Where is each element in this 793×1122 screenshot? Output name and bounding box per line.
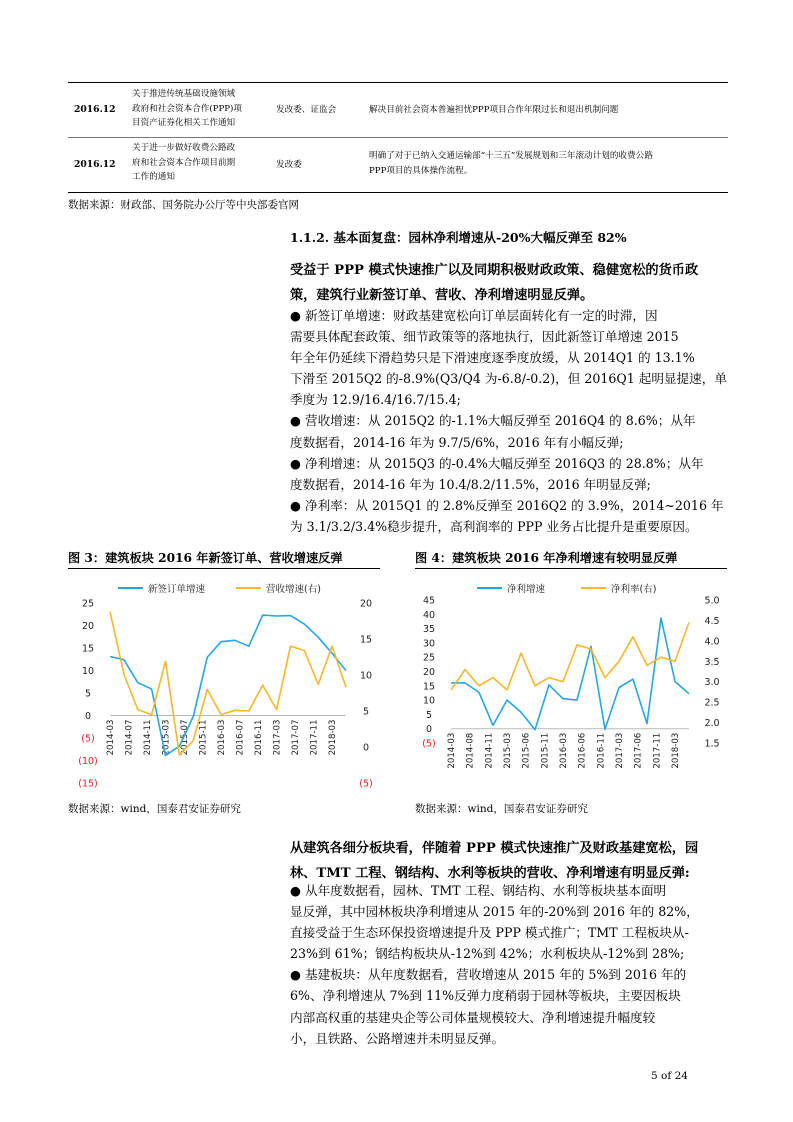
x-axis-ticks xyxy=(447,733,681,769)
table-cell-content: 解决目前社会资本普遍担忧PPP项目合作年限过长和退出机制问题 xyxy=(369,105,619,115)
paragraph-line: 直接受益于生态环保投资增速提升及 PPP 模式推广；TMT 工程板块从- xyxy=(290,925,689,941)
y-right-tick-label: 20 xyxy=(359,598,373,610)
x-axis-ticks xyxy=(106,720,338,756)
x-tick-label: 2015-03 xyxy=(503,732,513,769)
y-left-tick-label: 30 xyxy=(422,638,436,650)
y-left-tick-label: 15 xyxy=(81,643,95,655)
y-left-tick-label: 25 xyxy=(81,598,95,610)
y-right-tick-label: 4.0 xyxy=(704,636,720,648)
x-tick-label: 2016-03 xyxy=(559,732,569,769)
paragraph-line: ● 营收增速：从 2015Q2 的-1.1%大幅反弹至 2016Q4 的 8.6%；从年 xyxy=(290,413,696,429)
y-right-tick-label: 0 xyxy=(362,742,370,754)
x-tick-label: 2015-06 xyxy=(521,732,532,769)
x-tick-label: 2017-03 xyxy=(615,732,625,769)
y-right-tick-label: 1.5 xyxy=(704,738,720,750)
x-tick-label: 2014-11 xyxy=(143,719,154,756)
x-tick-label: 2014-03 xyxy=(106,719,116,756)
x-tick-label: 2016-07 xyxy=(235,719,246,756)
y-left-tick-label: 35 xyxy=(422,624,436,636)
y-axis-left-ticks xyxy=(422,596,435,750)
chart-fig4 xyxy=(415,572,733,796)
x-tick-label: 2015-03 xyxy=(161,719,172,756)
y-left-tick-label: 5 xyxy=(84,688,92,700)
paragraph-line: 年全年仍延续下滑趋势只是下滑速度逐季度放缓，从 2014Q1 的 13.1% xyxy=(290,350,695,366)
y-right-tick-label: 5.0 xyxy=(704,595,720,607)
table-row-divider xyxy=(68,137,728,138)
legend-label-margin: 净利率(右) xyxy=(611,584,657,595)
x-tick-label: 2017-07 xyxy=(291,719,302,756)
paragraph-line: ● 新签订单增速：财政基建宽松向订单层面转化有一定的时滞，因 xyxy=(290,308,658,323)
series-lines xyxy=(451,618,689,730)
lower-bullets xyxy=(290,880,699,1049)
x-tick-label: 2016-06 xyxy=(577,732,588,769)
y-left-tick-label: (5) xyxy=(422,738,436,750)
x-tick-label: 2017-03 xyxy=(272,719,283,756)
x-tick-label: 2017-06 xyxy=(633,732,644,769)
y-right-tick-label: 3.5 xyxy=(704,656,720,668)
figure-4-title: 图 4：建筑板块 2016 年净利增速有较明显反弹 xyxy=(415,551,678,565)
y-right-tick-label: 4.5 xyxy=(704,615,720,627)
table-source-note: 数据来源：财政部、国务院办公厅等中央部委官网 xyxy=(68,199,299,211)
table-top-border xyxy=(68,82,728,83)
y-left-tick-label: (5) xyxy=(81,733,95,745)
figure-3-source: 数据来源：wind，国泰君安证券研究 xyxy=(68,803,241,815)
y-left-tick-label: 25 xyxy=(422,652,436,664)
y-left-tick-label: 5 xyxy=(425,709,433,721)
chart-fig3 xyxy=(68,572,386,796)
paragraph-line: ● 净利增速：从 2015Q3 的-0.4%大幅反弹至 2016Q3 的 28.8%；从年 xyxy=(290,455,704,471)
x-tick-label: 2017-11 xyxy=(309,719,320,756)
paragraph-line: 为 3.1/3.2/3.4%稳步提升，高利润率的 PPP 业务占比提升是重要原因。 xyxy=(290,518,698,534)
x-tick-label: 2016-11 xyxy=(596,732,607,769)
y-left-tick-label: 10 xyxy=(422,695,436,707)
x-tick-label: 2014-07 xyxy=(124,719,135,756)
page-number: 5 of 24 xyxy=(651,1070,688,1082)
y-right-tick-label: 15 xyxy=(359,634,373,646)
y-axis-left-ticks xyxy=(78,599,98,790)
y-right-tick-label: 5 xyxy=(362,706,370,718)
table-cell-date: 2016.12 xyxy=(74,159,116,170)
paragraph-line: 季度为 12.9/16.4/16.7/15.4; xyxy=(290,392,461,408)
x-tick-label: 2014-03 xyxy=(447,732,457,769)
y-axis-right-ticks xyxy=(704,596,719,750)
x-tick-label: 2015-11 xyxy=(540,732,551,769)
figure-3-rule xyxy=(68,568,380,569)
section-heading: 1.1.2. 基本面复盘：园林净利增速从-20%大幅反弹至 82% xyxy=(290,230,627,245)
x-tick-label: 2016-11 xyxy=(254,719,265,756)
table-cell-issuer: 发改委 xyxy=(276,160,302,170)
y-left-tick-label: 0 xyxy=(84,711,92,722)
paragraph-line: 小，且铁路、公路增速并未明显反弹。 xyxy=(290,1030,505,1046)
x-tick-label: 2015-07 xyxy=(180,719,191,756)
y-right-tick-label: 3.0 xyxy=(704,677,720,689)
y-left-tick-label: 10 xyxy=(81,666,95,677)
paragraph-line: ● 净利率：从 2015Q1 的 2.8%反弹至 2016Q2 的 3.9%，2014~2016 年 xyxy=(290,497,724,513)
y-left-tick-label: 0 xyxy=(425,724,433,736)
y-left-tick-label: 40 xyxy=(422,609,436,621)
x-tick-label: 2016-03 xyxy=(217,719,228,756)
x-tick-label: 2018-03 xyxy=(671,732,681,769)
figure-4-source: 数据来源：wind，国泰君安证券研究 xyxy=(415,803,588,815)
y-right-tick-label: (5) xyxy=(359,778,373,790)
y-left-tick-label: 20 xyxy=(81,621,95,632)
paragraph-line: 度数据看，2014-16 年为 9.7/5/6%，2016 年有小幅反弹; xyxy=(290,434,624,450)
table-cell-date: 2016.12 xyxy=(74,104,116,115)
y-left-tick-label: 15 xyxy=(422,681,436,693)
y-left-tick-label: 20 xyxy=(422,667,436,678)
table-cell-title: 关于进一步做好收费公路政 府和社会资本合作项目前期 工作的通知 xyxy=(132,143,236,182)
figure-4-rule xyxy=(415,568,727,569)
lower-lead: 从建筑各细分板块看，伴随着 PPP 模式快速推广及财政基建宽松，园 林、TMT 工程、钢结构、水利等板块的营收、净利增速有明显反弹: xyxy=(290,841,699,881)
x-tick-label: 2014-08 xyxy=(465,732,476,769)
table-cell-content: 明确了对于已纳入交通运输部“十三五”发展规划和三年滚动计划的收费公路 PPP项目的具体操作流程。 xyxy=(369,151,653,176)
x-tick-label: 2017-11 xyxy=(652,732,663,769)
x-tick-label: 2018-03 xyxy=(328,719,339,756)
table-bottom-border xyxy=(68,192,728,193)
legend-label-revenue: 营收增速(右) xyxy=(266,584,321,595)
paragraph-line: 需要具体配套政策、细节政策等的落地执行，因此新签订单增速 2015 xyxy=(290,329,679,345)
figure-3-title: 图 3：建筑板块 2016 年新签订单、营收增速反弹 xyxy=(68,551,343,565)
paragraph-line: ● 基建板块：从年度数据看，营收增速从 2015 年的 5%到 2016 年的 xyxy=(290,967,687,983)
y-right-tick-label: 10 xyxy=(359,670,373,682)
paragraph-line: 显反弹，其中园林板块净利增速从 2015 年的-20%到 2016 年的 82%， xyxy=(290,904,699,920)
y-right-tick-label: 2.5 xyxy=(704,697,720,709)
x-tick-label: 2014-11 xyxy=(484,732,495,769)
paragraph-line: ● 从年度数据看，园林、TMT 工程、钢结构、水利等板块基本面明 xyxy=(290,883,667,898)
x-tick-label: 2015-11 xyxy=(198,719,209,756)
table-cell-issuer: 发改委、证监会 xyxy=(276,105,337,115)
section-lead: 受益于 PPP 模式快速推广以及同期积极财政政策、稳健宽松的货币政 策，建筑行业新签订单、营收、净利增速明显反弹。 xyxy=(290,263,699,303)
section-bullets xyxy=(290,305,727,537)
y-right-tick-label: 2.0 xyxy=(704,718,720,730)
paragraph-line: 度数据看，2014-16 年为 10.4/8.2/11.5%，2016 年明显反弹; xyxy=(290,476,651,492)
y-left-tick-label: 45 xyxy=(422,595,436,607)
table-cell-title: 关于推进传统基础设施领域 政府和社会资本合作(PPP)项 目资产证券化相关工作通知 xyxy=(132,89,242,128)
y-left-tick-label: (10) xyxy=(78,756,98,767)
y-axis-right-ticks xyxy=(359,599,372,790)
paragraph-line: 下滑至 2015Q2 的-8.9%(Q3/Q4 为-6.8/-0.2)，但 2016Q1 起明显提速，单 xyxy=(290,371,727,387)
legend-label-orders: 新签订单增速 xyxy=(148,584,206,595)
paragraph-line: 内部高权重的基建央企等公司体量规模较大、净利增速提升幅度较 xyxy=(290,1009,656,1025)
y-left-tick-label: (15) xyxy=(78,778,98,790)
series-line-0 xyxy=(451,618,689,730)
legend-label-profit: 净利增速 xyxy=(507,584,546,595)
paragraph-line: 23%到 61%；钢结构板块从-12%到 42%；水利板块从-12%到 28%; xyxy=(290,946,685,962)
paragraph-line: 6%、净利增速从 7%到 11%反弹力度稍弱于园林等板块，主要因板块 xyxy=(290,988,681,1004)
